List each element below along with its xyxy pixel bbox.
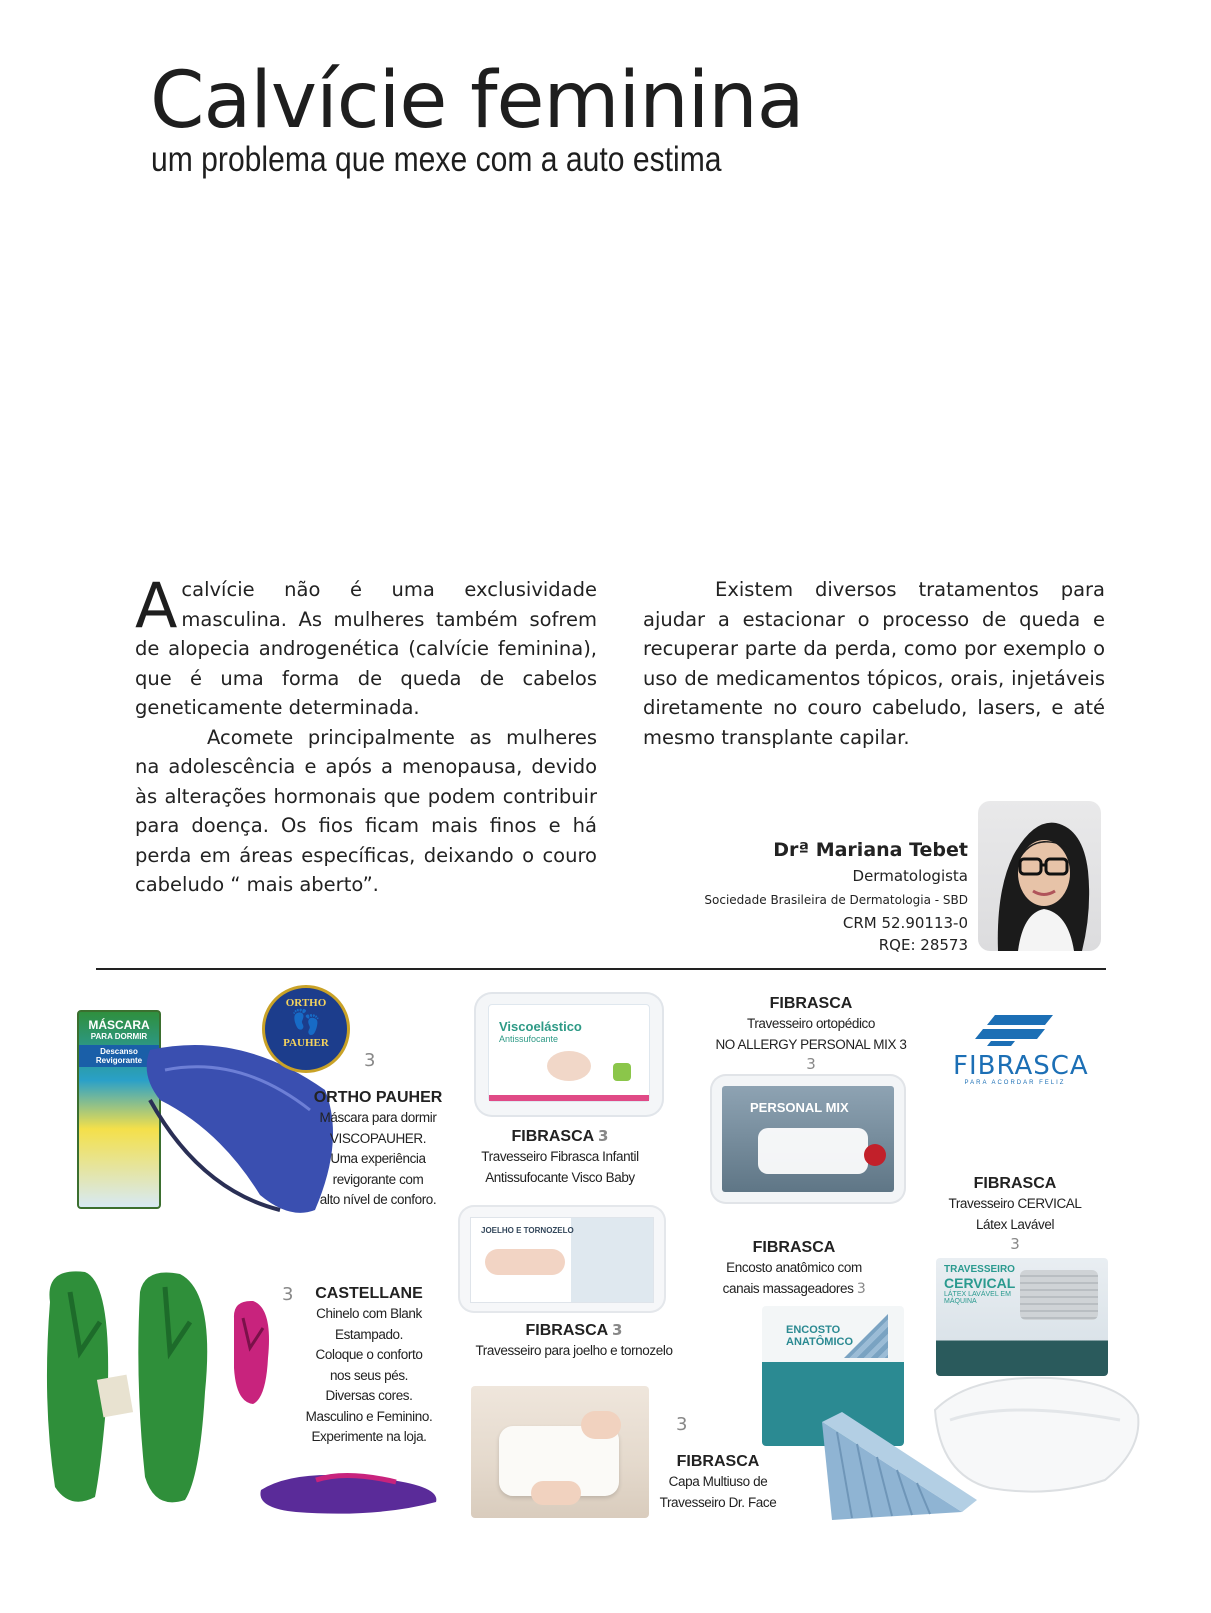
product-desc-line: NO ALLERGY PERSONAL MIX 3 xyxy=(715,1036,907,1052)
dr-face-caption xyxy=(646,1452,790,1513)
author-role: Dermatologista xyxy=(852,867,968,885)
product-desc-line: Encosto anatômico com xyxy=(726,1260,862,1275)
product-desc-line: Travesseiro CERVICAL xyxy=(948,1196,1082,1211)
cervical-pillow-package xyxy=(936,1258,1108,1376)
ortho-logo-bottom: PAUHER xyxy=(283,1037,329,1049)
product-desc-line: nos seus pés. xyxy=(329,1367,409,1383)
paragraph-text: calvície não é uma exclusividade masculina. As mulheres também sofrem de alopecia androgenética (calvície feminina), que é uma forma de queda de cabelos geneticamente determinada. xyxy=(135,578,597,719)
section-divider xyxy=(96,968,1106,970)
author-portrait-icon xyxy=(978,801,1101,951)
product-brand: FIBRASCA xyxy=(973,1175,1057,1192)
product-brand: FIBRASCA xyxy=(769,995,853,1012)
product-number: 3 xyxy=(1010,1235,1020,1253)
article-column-2 xyxy=(643,575,1105,752)
mix3-pillow-image xyxy=(710,1074,906,1204)
product-brand: FIBRASCA xyxy=(752,1239,836,1256)
author-block xyxy=(704,836,968,956)
fibrasca-logo xyxy=(953,1013,1089,1086)
author-name: Drª Mariana Tebet xyxy=(773,839,968,861)
ortho-logo-top: ORTHO xyxy=(285,997,327,1009)
product-desc-line: Experimente na loja. xyxy=(311,1429,427,1444)
encosto-pack-subtitle: ANATÔMICO xyxy=(786,1336,854,1348)
cervical-pack-title: TRAVESSEIRO xyxy=(944,1264,1015,1275)
product-desc-line: alto nível de conforo. xyxy=(319,1192,437,1207)
product-desc-line: Diversas cores. xyxy=(325,1388,413,1403)
product-desc-line: Chinelo com Blank xyxy=(316,1306,422,1321)
product-number: 3 xyxy=(364,1050,376,1071)
fibrasca-logo-icon xyxy=(975,1013,1055,1047)
mix3-caption xyxy=(700,994,922,1073)
cervical-pack-subtitle: CERVICAL xyxy=(944,1275,1016,1291)
ortho-pauher-logo xyxy=(262,985,350,1073)
green-sandals-image xyxy=(40,1262,220,1510)
dr-face-pillow-photo xyxy=(471,1386,649,1518)
author-society: Sociedade Brasileira de Dermatologia - SBD xyxy=(704,893,968,907)
product-number: 3 xyxy=(598,1127,609,1145)
product-desc-line: Travesseiro Dr. Face xyxy=(659,1494,777,1510)
product-desc-line: Coloque o conforto xyxy=(315,1347,423,1362)
product-number: 3 xyxy=(856,1280,866,1297)
product-desc-line: Látex Lavável xyxy=(975,1216,1055,1232)
ortho-caption xyxy=(300,1088,456,1211)
baby-pillow-image xyxy=(474,992,664,1117)
mix3-pack-text: PERSONAL MIX xyxy=(750,1100,849,1115)
product-brand xyxy=(460,1320,688,1341)
product-desc-line: Travesseiro ortopédico xyxy=(746,1016,875,1031)
product-desc-line: Masculino e Feminino. xyxy=(305,1408,433,1424)
product-desc-line: Uma experiência xyxy=(330,1151,426,1166)
product-number: 3 xyxy=(282,1284,294,1305)
encosto-caption xyxy=(712,1238,876,1299)
article-paragraph: Existem diversos tratamentos para ajudar a estacionar o processo de queda e recuperar parte da perda, como por exemplo o uso de medicamentos tópicos, orais, injetáveis diretamente no couro cabeludo, lasers, e até mesmo transplante capilar. xyxy=(643,578,1105,749)
author-crm: CRM 52.90113-0 xyxy=(842,914,968,932)
knee-pillow-pack-text: JOELHO E TORNOZELO xyxy=(481,1226,574,1235)
purple-sandal-image xyxy=(256,1460,446,1520)
author-photo xyxy=(978,801,1101,951)
knee-pillow-caption xyxy=(460,1320,688,1362)
desc-text: canais massageadores xyxy=(722,1280,854,1296)
castellane-caption xyxy=(294,1284,444,1448)
product-desc-line: Travesseiro Fibrasca Infantil xyxy=(481,1149,639,1164)
article-column-1 xyxy=(135,569,597,900)
baby-pillow-caption xyxy=(460,1126,660,1188)
author-rqe: RQE: 28573 xyxy=(878,936,968,954)
product-desc-line: Antissufocante Visco Baby xyxy=(485,1169,635,1185)
footprints-icon: 👣 xyxy=(291,1009,321,1036)
product-desc-line: Máscara para dormir xyxy=(319,1110,437,1125)
product-brand: CASTELLANE xyxy=(315,1285,423,1302)
page-subtitle: um problema que mexe com a auto estima xyxy=(151,140,722,179)
product-brand: ORTHO PAUHER xyxy=(313,1089,443,1106)
cervical-pillow-image xyxy=(930,1370,1142,1500)
cervical-pack-line: LÁTEX LAVÁVEL EM MÁQUINA xyxy=(944,1291,1011,1305)
fibrasca-logo-tagline: PARA ACORDAR FELIZ xyxy=(964,1080,1066,1086)
product-brand: FIBRASCA xyxy=(676,1453,760,1470)
article-paragraph xyxy=(135,569,597,723)
product-number: 3 xyxy=(676,1414,688,1435)
brand-text: FIBRASCA xyxy=(525,1322,608,1339)
product-desc-line: Travesseiro para joelho e tornozelo xyxy=(475,1343,673,1358)
article-paragraph: Acomete principalmente as mulheres na adolescência e após a menopausa, devido às alterações hormonais que podem contribuir para doença. Os fios ficam mais finos e há perda em áreas específicas, deixando o couro cabeludo “ mais aberto”. xyxy=(135,725,597,896)
knee-pillow-image xyxy=(458,1205,666,1313)
product-desc-line: revigorante com xyxy=(332,1171,424,1187)
brand-text: FIBRASCA xyxy=(511,1128,594,1145)
product-desc-line: Estampado. xyxy=(334,1326,404,1342)
mask-pack-title: MÁSCARA xyxy=(88,1018,150,1032)
baby-pillow-pack-subtitle: Antissufocante xyxy=(499,1034,559,1044)
mask-pack-subtitle: PARA DORMIR xyxy=(90,1032,148,1041)
pink-sandal-image xyxy=(228,1298,276,1408)
fibrasca-logo-name: FIBRASCA xyxy=(953,1051,1089,1081)
product-number: 3 xyxy=(612,1321,623,1339)
cervical-caption xyxy=(935,1174,1095,1253)
product-brand xyxy=(460,1126,660,1147)
page-title: Calvície feminina xyxy=(150,56,804,146)
mask-pack-band: Descanso Revigorante xyxy=(79,1045,159,1067)
product-desc-line: Capa Multiuso de xyxy=(668,1474,768,1489)
product-desc-line: VISCOPAUHER. xyxy=(329,1130,427,1146)
product-number: 3 xyxy=(806,1055,816,1073)
drop-cap: A xyxy=(135,569,178,642)
product-desc-line xyxy=(712,1279,876,1300)
baby-pillow-pack-title: Viscoelástico xyxy=(499,1019,582,1034)
encosto-pack-title: ENCOSTO xyxy=(786,1324,841,1336)
